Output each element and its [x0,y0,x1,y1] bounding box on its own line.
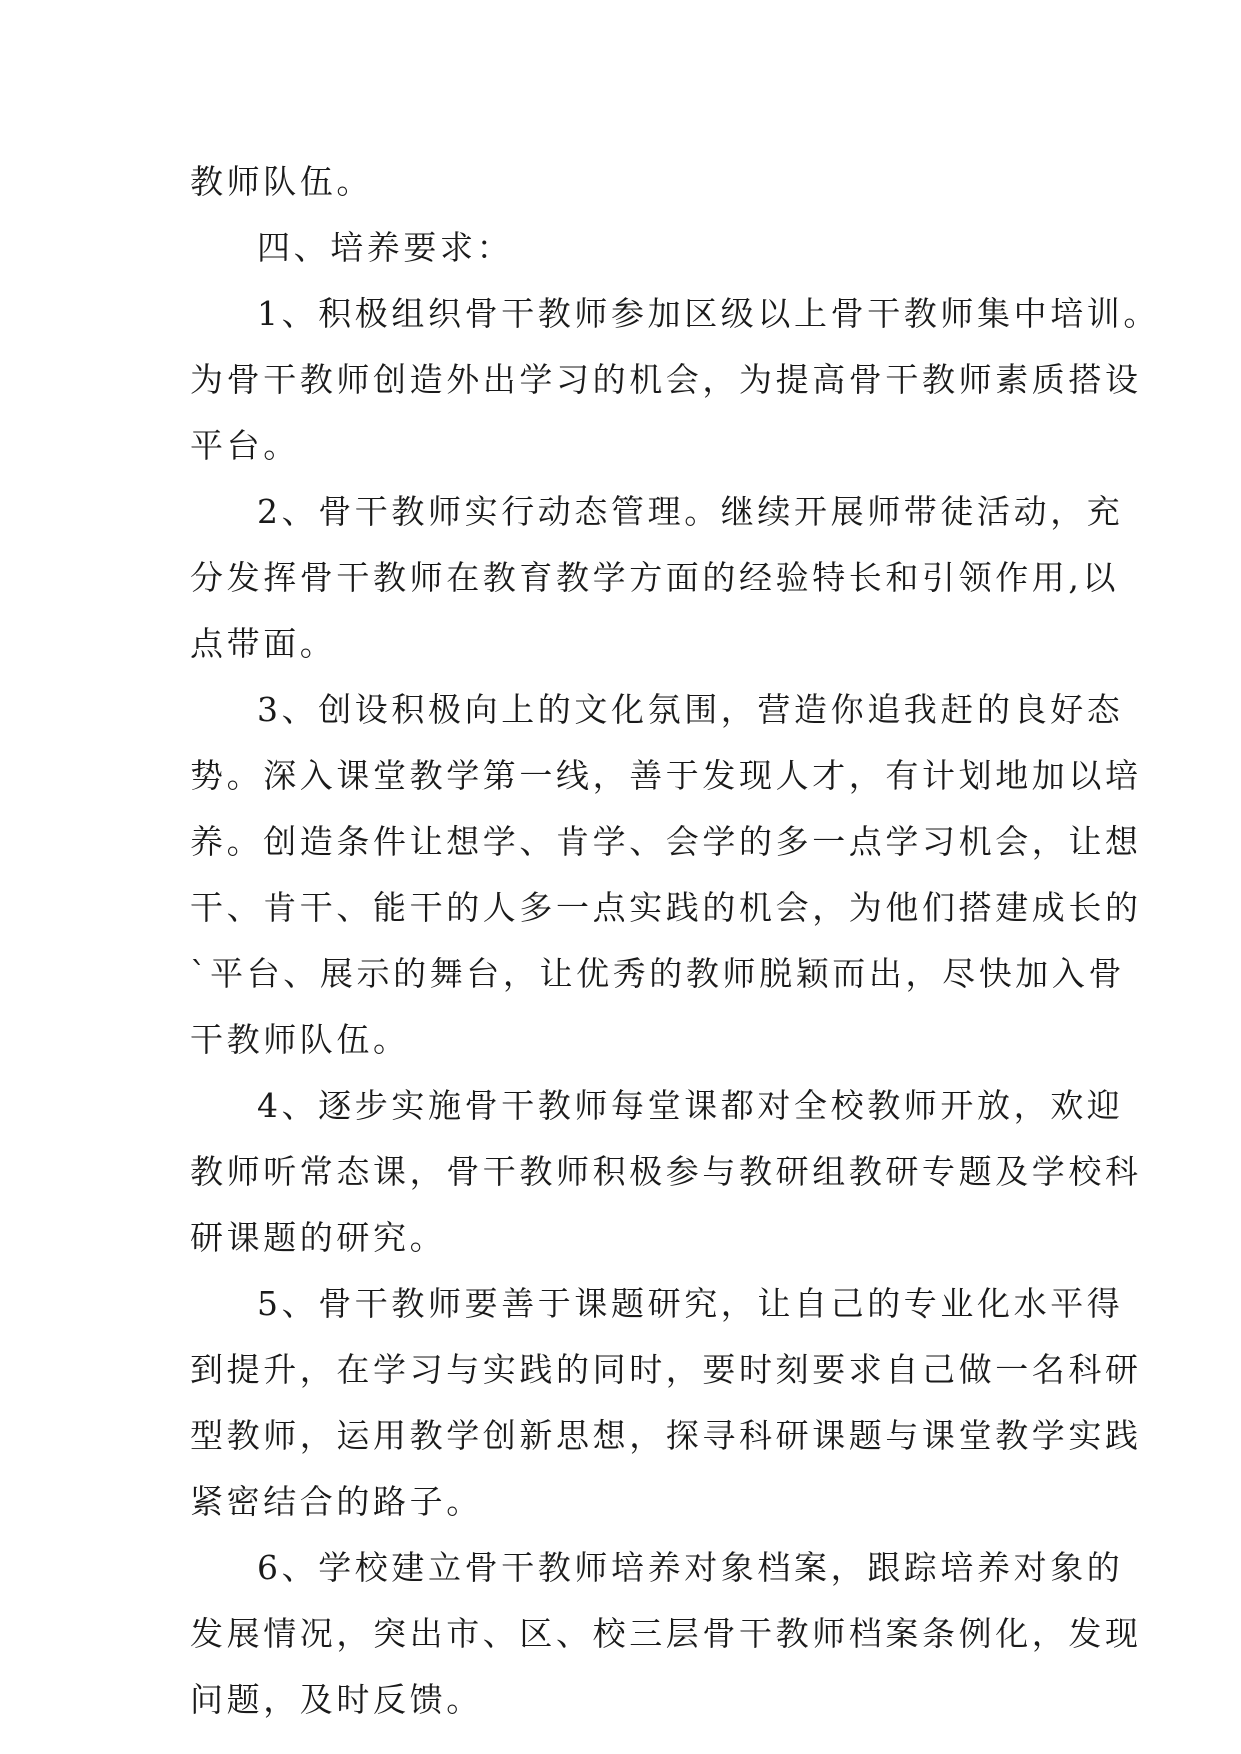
text-line: 平台。 [190,426,300,465]
text-line: 1、积极组织骨干教师参加区级以上骨干教师集中培训。 [257,294,1160,333]
text-line: 型教师，运用教学创新思想，探寻科研课题与课堂教学实践 [190,1416,1142,1455]
text-line: 干、肯干、能干的人多一点实践的机会，为他们搭建成长的 [190,888,1142,927]
text-line: 发展情况，突出市、区、校三层骨干教师档案条例化，发现 [190,1614,1142,1653]
text-line: 2、骨干教师实行动态管理。继续开展师带徒活动，充 [257,492,1124,531]
text-line: 分发挥骨干教师在教育教学方面的经验特长和引领作用,以 [190,558,1120,597]
text-line: 研课题的研究。 [190,1218,447,1257]
text-line: 教师队伍。 [190,162,373,201]
text-line: 紧密结合的路子。 [190,1482,483,1521]
text-line: 养。创造条件让想学、肯学、会学的多一点学习机会，让想 [190,822,1142,861]
text-line: 干教师队伍。 [190,1020,410,1059]
text-line: 3、创设积极向上的文化氛围，营造你追我赶的良好态 [257,690,1124,729]
text-line: 教师听常态课，骨干教师积极参与教研组教研专题及学校科 [190,1152,1142,1191]
text-line: 6、学校建立骨干教师培养对象档案，跟踪培养对象的 [257,1548,1124,1587]
text-line: 4、逐步实施骨干教师每堂课都对全校教师开放，欢迎 [257,1086,1124,1125]
text-line: 点带面。 [190,624,337,663]
section-heading: 四、培养要求： [257,228,514,267]
text-line: 到提升，在学习与实践的同时，要时刻要求自己做一名科研 [190,1350,1142,1389]
text-line: 势。深入课堂教学第一线，善于发现人才，有计划地加以培 [190,756,1142,795]
text-line: 为骨干教师创造外出学习的机会，为提高骨干教师素质搭设 [190,360,1142,399]
text-line: 5、骨干教师要善于课题研究，让自己的专业化水平得 [257,1284,1124,1323]
text-line: 问题，及时反馈。 [190,1680,483,1719]
text-line: `平台、展示的舞台，让优秀的教师脱颖而出，尽快加入骨 [190,954,1126,993]
